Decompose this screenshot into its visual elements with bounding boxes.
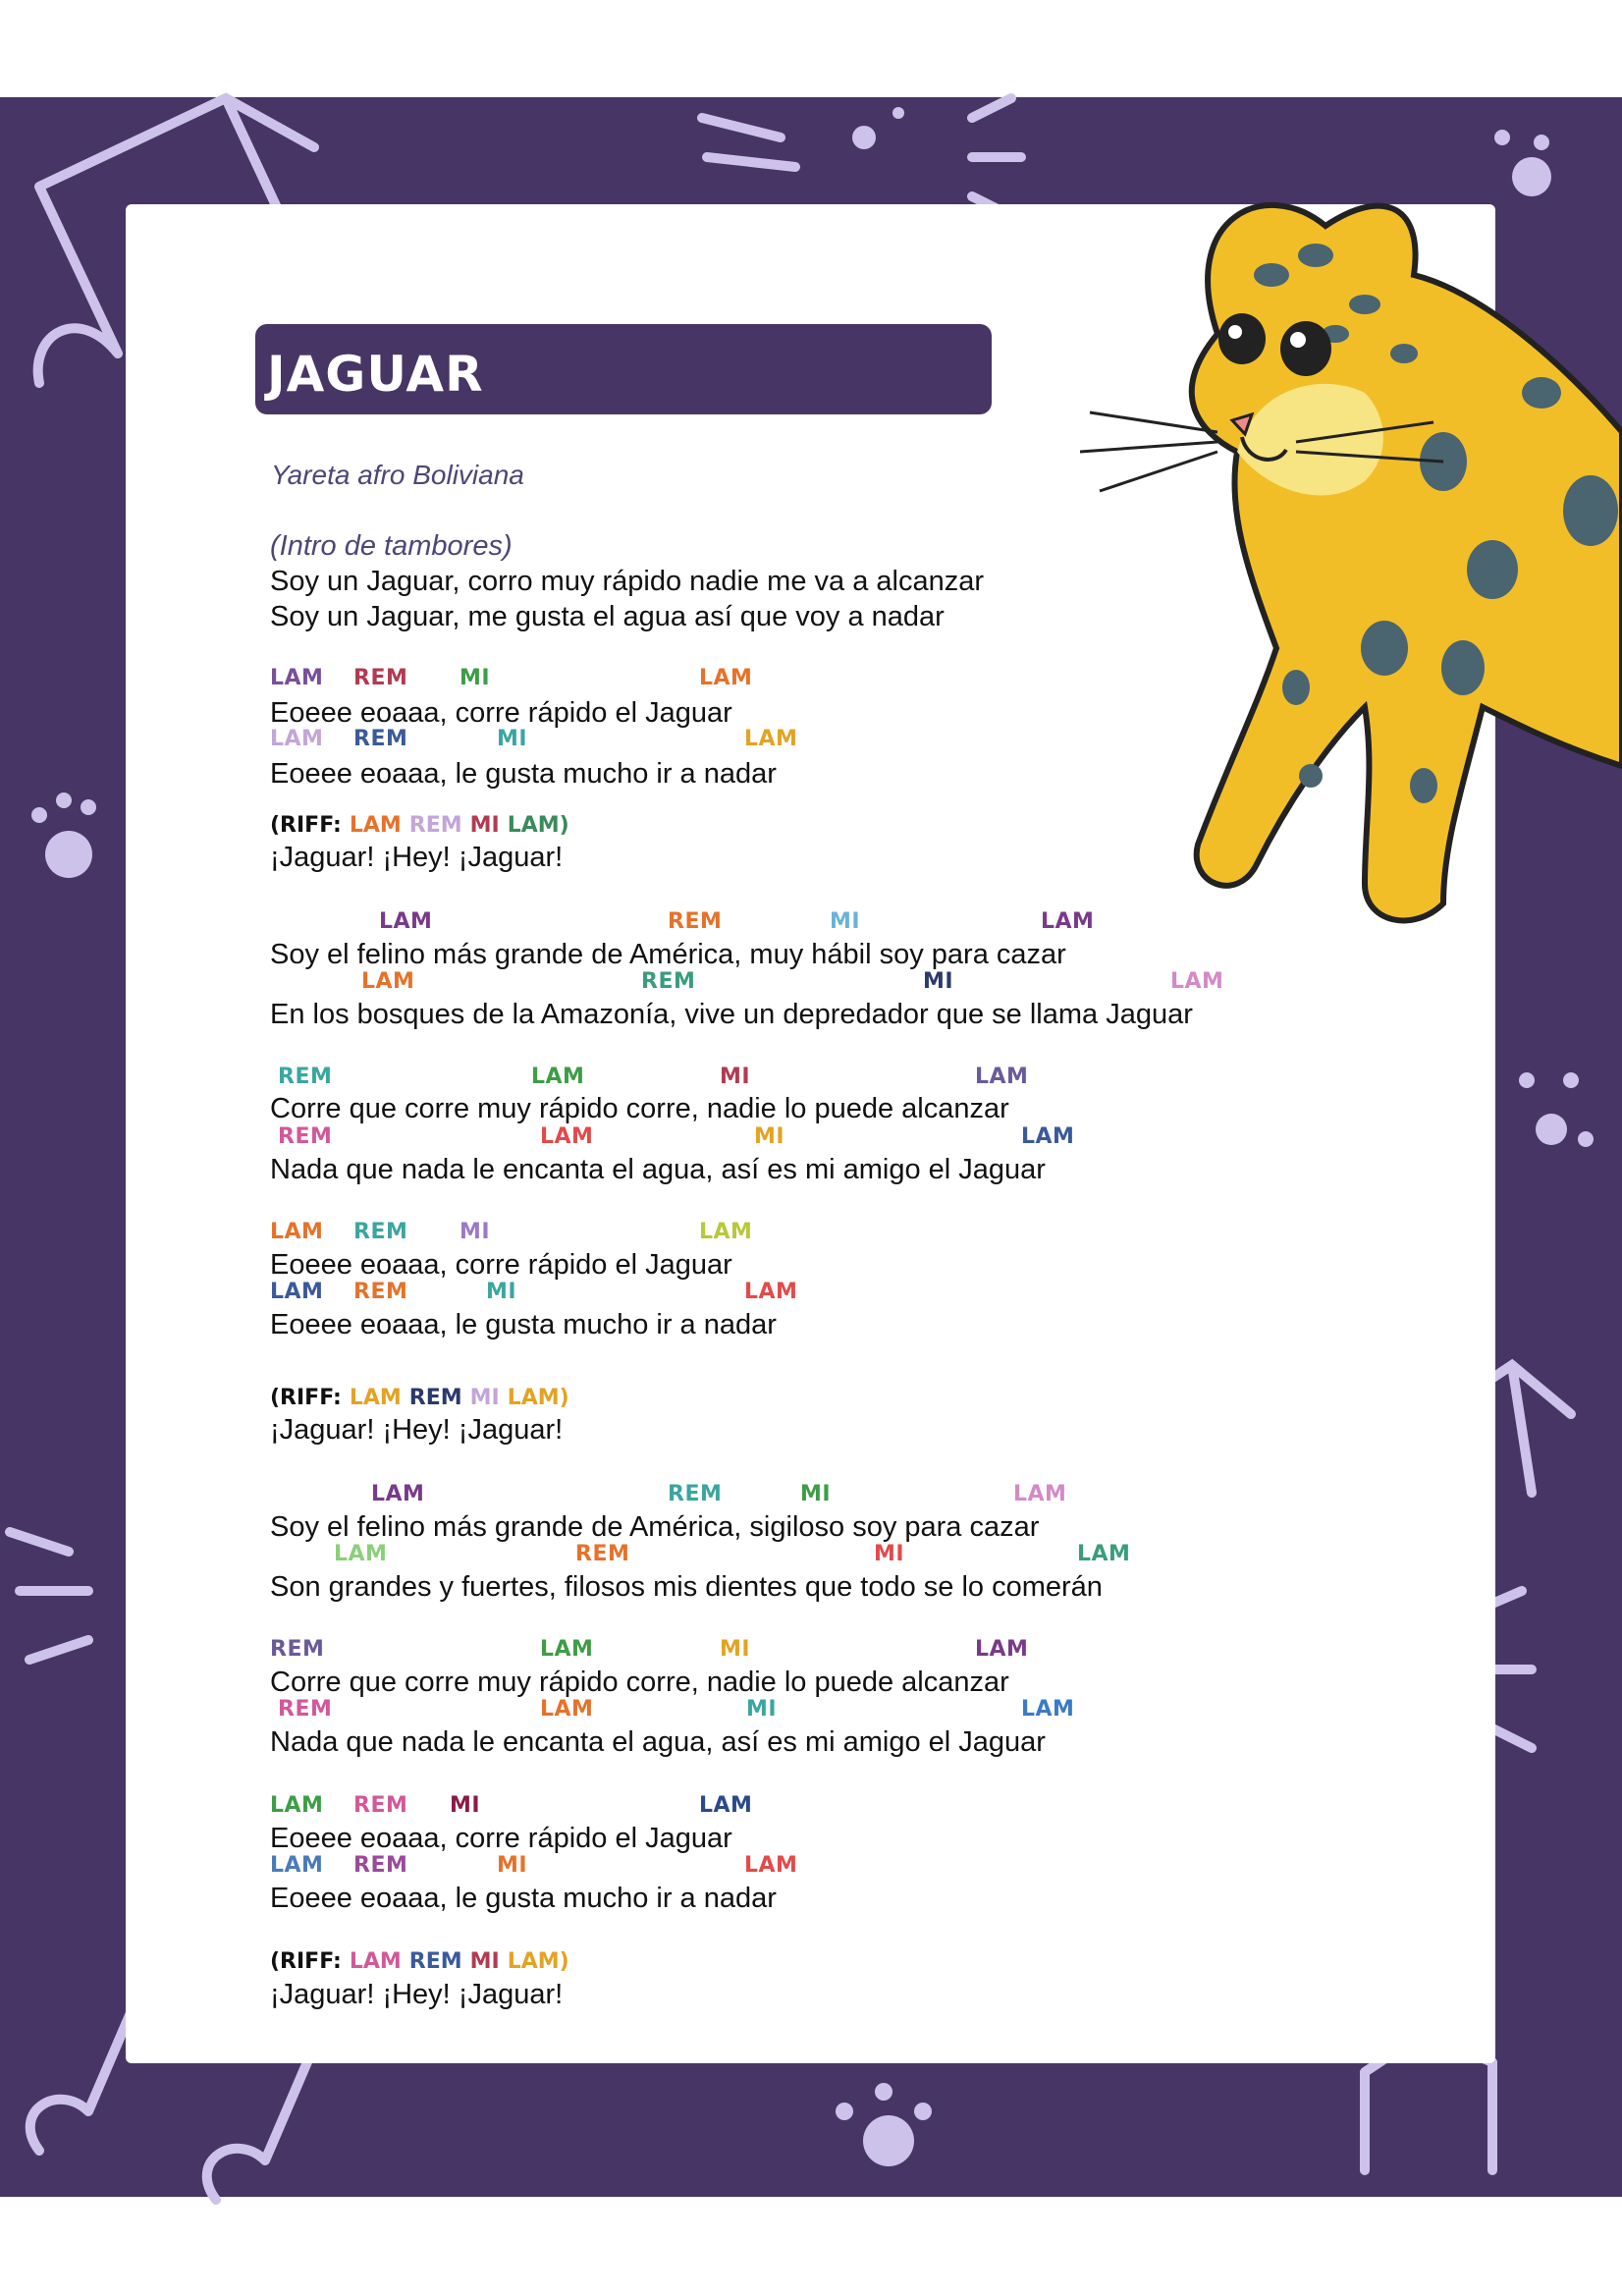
- lyric-line: Eoeee eoaaa, le gusta mucho ir a nadar: [270, 1883, 777, 1914]
- chord: LAM: [744, 1280, 798, 1304]
- chord: REM: [353, 666, 408, 690]
- chord: LAM: [270, 1220, 324, 1244]
- chord: LAM: [270, 727, 324, 751]
- chord: REM: [278, 1124, 333, 1149]
- song-title: JAGUAR: [267, 346, 484, 403]
- lyric-line: Soy un Jaguar, corro muy rápido nadie me va a alcanzar: [270, 566, 985, 597]
- chord: LAM: [371, 1482, 425, 1506]
- chord: LAM: [744, 1853, 798, 1878]
- chord: MI: [486, 1280, 517, 1304]
- lyric-line: Corre que corre muy rápido corre, nadie lo puede alcanzar: [270, 1667, 1009, 1698]
- chord: MI: [830, 909, 861, 934]
- chord: LAM: [699, 1220, 753, 1244]
- lyric-line: ¡Jaguar! ¡Hey! ¡Jaguar!: [270, 1414, 564, 1446]
- chord: REM: [668, 1482, 723, 1506]
- lyric-line: En los bosques de la Amazonía, vive un depredador que se llama Jaguar: [270, 999, 1193, 1030]
- chord: MI: [450, 1793, 481, 1818]
- chord: LAM: [270, 666, 324, 690]
- lyric-line: Soy un Jaguar, me gusta el agua así que voy a nadar: [270, 601, 945, 632]
- chord: REM: [353, 1220, 408, 1244]
- chord: LAM: [334, 1542, 388, 1566]
- chord: LAM: [975, 1065, 1029, 1089]
- intro-note: (Intro de tambores): [270, 530, 513, 562]
- lyric-line: Nada que nada le encanta el agua, así es mi amigo el Jaguar: [270, 1154, 1046, 1185]
- chord: LAM: [1041, 909, 1095, 934]
- lyric-line: Soy el felino más grande de América, muy hábil soy para cazar: [270, 939, 1066, 970]
- chord: LAM: [1013, 1482, 1067, 1506]
- chord: LAM: [531, 1065, 585, 1089]
- chord: MI: [497, 1853, 528, 1878]
- chord: REM: [353, 1793, 408, 1818]
- lyric-line: Eoeee eoaaa, corre rápido el Jaguar: [270, 1249, 732, 1281]
- chord: LAM: [1021, 1124, 1075, 1149]
- chord: LAM: [975, 1637, 1029, 1662]
- chord: REM: [270, 1637, 325, 1662]
- chord: LAM: [1170, 969, 1224, 994]
- lyric-line: Nada que nada le encanta el agua, así es mi amigo el Jaguar: [270, 1726, 1046, 1758]
- lyric-line: Eoeee eoaaa, le gusta mucho ir a nadar: [270, 1309, 777, 1340]
- chord: LAM: [361, 969, 415, 994]
- lyric-line: ¡Jaguar! ¡Hey! ¡Jaguar!: [270, 842, 564, 873]
- chord: LAM: [540, 1637, 594, 1662]
- chord: REM: [278, 1697, 333, 1722]
- lyric-line: Eoeee eoaaa, corre rápido el Jaguar: [270, 697, 732, 729]
- chord: MI: [754, 1124, 785, 1149]
- chord: MI: [720, 1637, 751, 1662]
- chord: REM: [668, 909, 723, 934]
- chord: LAM: [540, 1124, 594, 1149]
- lyric-line: Eoeee eoaaa, le gusta mucho ir a nadar: [270, 758, 777, 790]
- chord: LAM: [699, 1793, 753, 1818]
- chord: MI: [720, 1065, 751, 1089]
- jaguar-illustration: [1070, 157, 1622, 962]
- chord: LAM: [270, 1280, 324, 1304]
- chord: LAM: [1077, 1542, 1131, 1566]
- chord: LAM: [270, 1853, 324, 1878]
- chord: LAM: [270, 1793, 324, 1818]
- chord: LAM: [379, 909, 433, 934]
- lyric-line: ¡Jaguar! ¡Hey! ¡Jaguar!: [270, 1979, 564, 2010]
- lyric-line: Soy el felino más grande de América, sigiloso soy para cazar: [270, 1511, 1040, 1543]
- chord: MI: [800, 1482, 832, 1506]
- chord: MI: [497, 727, 528, 751]
- chord: MI: [460, 666, 491, 690]
- chord: REM: [353, 727, 408, 751]
- chord: LAM: [699, 666, 753, 690]
- chord: LAM: [744, 727, 798, 751]
- chord: REM: [641, 969, 696, 994]
- lyric-line: Eoeee eoaaa, corre rápido el Jaguar: [270, 1823, 732, 1854]
- chord: REM: [575, 1542, 630, 1566]
- lyric-line: Corre que corre muy rápido corre, nadie lo puede alcanzar: [270, 1093, 1009, 1124]
- riff-chords: (RIFF: LAM REM MI LAM): [270, 813, 569, 838]
- riff-chords: (RIFF: LAM REM MI LAM): [270, 1949, 569, 1974]
- lyric-line: Son grandes y fuertes, filosos mis dientes que todo se lo comerán: [270, 1571, 1103, 1603]
- chord: MI: [874, 1542, 905, 1566]
- chord: LAM: [1021, 1697, 1075, 1722]
- chord: LAM: [540, 1697, 594, 1722]
- chord: REM: [353, 1853, 408, 1878]
- chord: REM: [353, 1280, 408, 1304]
- chord: REM: [278, 1065, 333, 1089]
- chord: MI: [746, 1697, 778, 1722]
- riff-chords: (RIFF: LAM REM MI LAM): [270, 1386, 569, 1410]
- chord: MI: [923, 969, 954, 994]
- chord: MI: [460, 1220, 491, 1244]
- song-subtitle: Yareta afro Boliviana: [271, 460, 524, 490]
